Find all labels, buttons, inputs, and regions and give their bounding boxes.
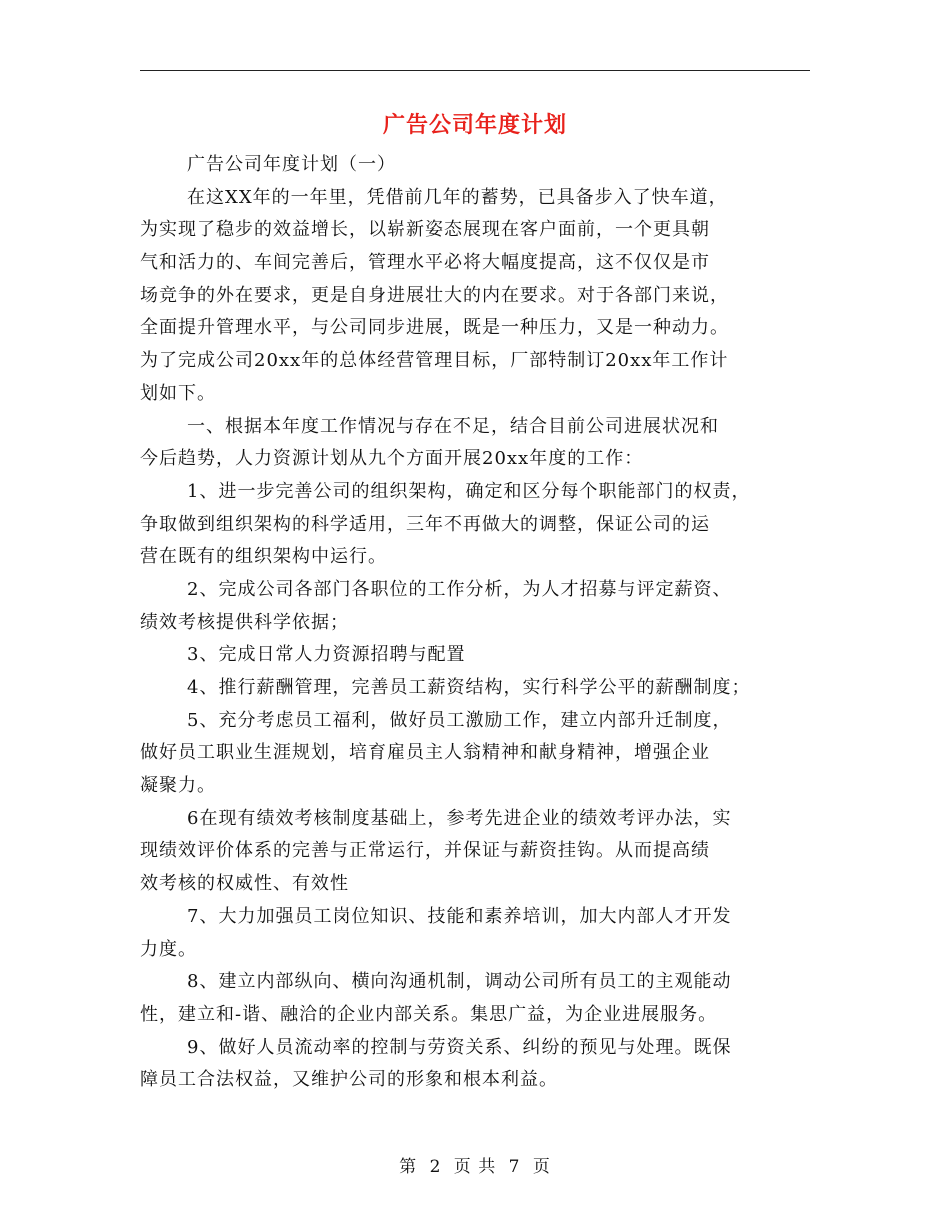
body-line: 做好员工职业生涯规划，培育雇员主人翁精神和献身精神，增强企业 (140, 742, 710, 764)
footer-prefix: 第 (399, 1157, 418, 1177)
total-pages-number: 7 (508, 1157, 521, 1177)
body-line: 7、大力加强员工岗位知识、技能和素养培训，加大内部人才开发 (187, 905, 732, 927)
document-body (140, 149, 810, 1097)
body-line: 8、建立内部纵向、横向沟通机制，调动公司所有员工的主观能动 (187, 971, 732, 993)
body-line: 为了完成公司20xx年的总体经营管理目标，厂部特制订20xx年工作计 (140, 350, 729, 372)
body-line: 5、充分考虑员工福利，做好员工激励工作，建立内部升迁制度， (187, 709, 732, 731)
body-line: 力度。 (140, 938, 197, 960)
body-line: 绩效考核提供科学依据； (140, 611, 349, 633)
body-line: 全面提升管理水平，与公司同步进展，既是一种压力，又是一种动力。 (140, 317, 729, 339)
body-line: 为实现了稳步的效益增长，以崭新姿态展现在客户面前，一个更具朝 (140, 219, 710, 241)
body-line: 在这XX年的一年里，凭借前几年的蓄势，已具备步入了快车道， (187, 186, 728, 208)
body-line: 争取做到组织架构的科学适用，三年不再做大的调整，保证公司的运 (140, 513, 710, 535)
body-line: 广告公司年度计划（一） (187, 154, 396, 175)
footer-middle: 页 共 (453, 1157, 497, 1177)
body-line: 效考核的权威性、有效性 (140, 873, 349, 895)
body-line: 2、完成公司各部门各职位的工作分析，为人才招募与评定薪资、 (187, 578, 732, 600)
header-rule (140, 70, 810, 71)
body-line: 营在既有的组织架构中运行。 (140, 546, 387, 568)
body-line: 今后趋势，人力资源计划从九个方面开展20xx年度的工作： (140, 448, 644, 470)
page-footer (0, 1152, 950, 1177)
body-line: 凝聚力。 (140, 775, 216, 797)
body-line: 4、推行薪酬管理，完善员工薪资结构，实行科学公平的薪酬制度； (187, 677, 751, 698)
body-line: 1、进一步完善公司的组织架构，确定和区分每个职能部门的权责， (187, 480, 751, 502)
body-line: 6在现有绩效考核制度基础上，参考先进企业的绩效考评办法，实 (187, 807, 732, 829)
body-line: 3、完成日常人力资源招聘与配置 (187, 644, 466, 666)
current-page-number: 2 (429, 1157, 442, 1177)
body-line: 现绩效评价体系的完善与正常运行，并保证与薪资挂钩。从而提高绩 (140, 840, 710, 862)
footer-suffix: 页 (532, 1157, 551, 1177)
body-line: 性，建立和-谐、融洽的企业内部关系。集思广益，为企业进展服务。 (140, 1003, 718, 1025)
body-line: 划如下。 (140, 382, 216, 404)
body-line: 9、做好人员流动率的控制与劳资关系、纠纷的预见与处理。既保 (187, 1036, 732, 1058)
body-line: 场竞争的外在要求，更是自身进展壮大的内在要求。对于各部门来说， (140, 284, 729, 306)
document-title: 广告公司年度计划 (382, 113, 567, 138)
body-line: 一、根据本年度工作情况与存在不足，结合目前公司进展状况和 (187, 415, 719, 437)
body-line: 气和活力的、车间完善后，管理水平必将大幅度提高，这不仅仅是市 (140, 252, 710, 274)
body-line: 障员工合法权益，又维护公司的形象和根本利益。 (140, 1069, 558, 1091)
